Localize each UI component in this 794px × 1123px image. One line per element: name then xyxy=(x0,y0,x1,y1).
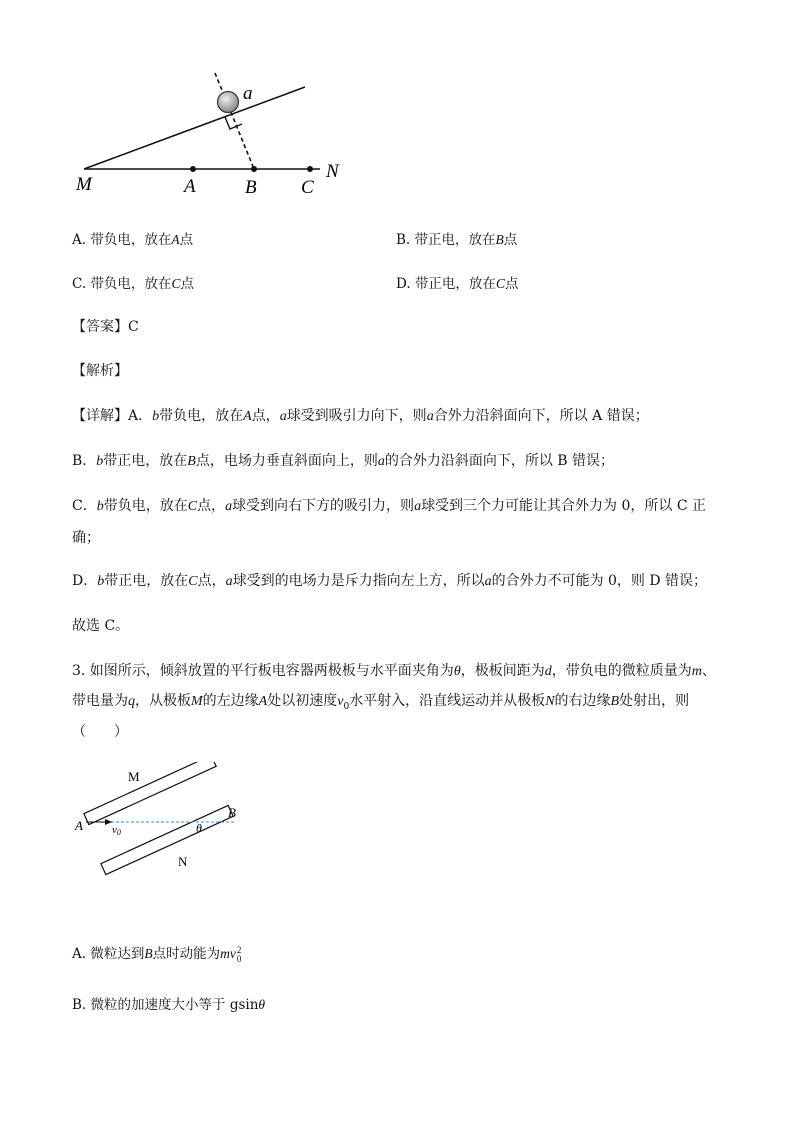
q3-line-3: （ ） xyxy=(72,724,128,740)
q3-line-1: 3. 如图所示，倾斜放置的平行板电容器两极板与水平面夹角为θ，极板间距为d，带负电的微粒质量为m、 xyxy=(72,663,716,679)
incline-line xyxy=(84,87,305,169)
label-M: M xyxy=(76,174,92,195)
label-N: N xyxy=(178,854,188,869)
q2-option-d[interactable]: D. 带正电，放在C点 xyxy=(396,276,519,292)
conclusion-line: 故选 C。 xyxy=(72,618,130,634)
label-A: A xyxy=(75,818,83,833)
incline-figure xyxy=(70,68,360,203)
label-N: N xyxy=(326,161,339,182)
label-C: C xyxy=(301,177,314,198)
capacitor-figure xyxy=(72,762,252,882)
q2-option-a[interactable]: A. 带负电，放在A点 xyxy=(72,232,194,248)
point-B xyxy=(251,166,257,172)
plate-M xyxy=(84,762,216,825)
detail-line-3: C．b带负电，放在C点，a球受到向右下方的吸引力，则a球受到三个力可能让其合外力为 0，所以 C 正 xyxy=(72,498,707,514)
q3-line-2: 带电量为q，从极板M的左边缘A处以初速度$v_0$水平射入，沿直线运动并从极板N的右边缘B处射出，则 xyxy=(72,693,690,712)
label-B: B xyxy=(228,805,236,820)
answer-line: 【答案】C xyxy=(72,319,139,335)
detail-line-4: D．b带正电，放在C点，a球受到的电场力是斥力指向左上方，所以a的合外力不可能为 0，则 D 错误； xyxy=(72,573,708,589)
detail-line-1: 【详解】A．b带负电，放在A点，a球受到吸引力向下，则a合外力沿斜面向下，所以 A 错误； xyxy=(72,408,649,424)
point-A xyxy=(190,166,196,172)
detail-line-2: B．b带正电，放在B点，电场力垂直斜面向上，则a的合外力沿斜面向下，所以 B 错误； xyxy=(72,453,615,469)
label-a: a xyxy=(243,83,253,104)
q2-option-c[interactable]: C. 带负电，放在C点 xyxy=(72,276,194,292)
plate-N xyxy=(101,805,233,874)
label-B: B xyxy=(245,177,257,198)
q3-option-a[interactable]: A. 微粒达到B点时动能为mv 2 0 xyxy=(72,944,242,964)
analysis-tag: 【解析】 xyxy=(72,363,128,379)
ball-a xyxy=(218,92,239,113)
point-C xyxy=(307,166,313,172)
detail-line-3b: 确； xyxy=(72,530,100,546)
label-A: A xyxy=(184,176,196,197)
q3-option-b[interactable]: B. 微粒的加速度大小等于 gsinθ xyxy=(72,997,266,1013)
label-M: M xyxy=(128,769,140,784)
label-v0: v0 xyxy=(112,824,121,837)
kinetic-energy-formula: mv 2 0 xyxy=(220,944,242,964)
label-theta: θ xyxy=(196,821,202,835)
arrow-head-icon xyxy=(105,819,112,825)
q2-option-b[interactable]: B. 带正电，放在B点 xyxy=(396,232,518,248)
